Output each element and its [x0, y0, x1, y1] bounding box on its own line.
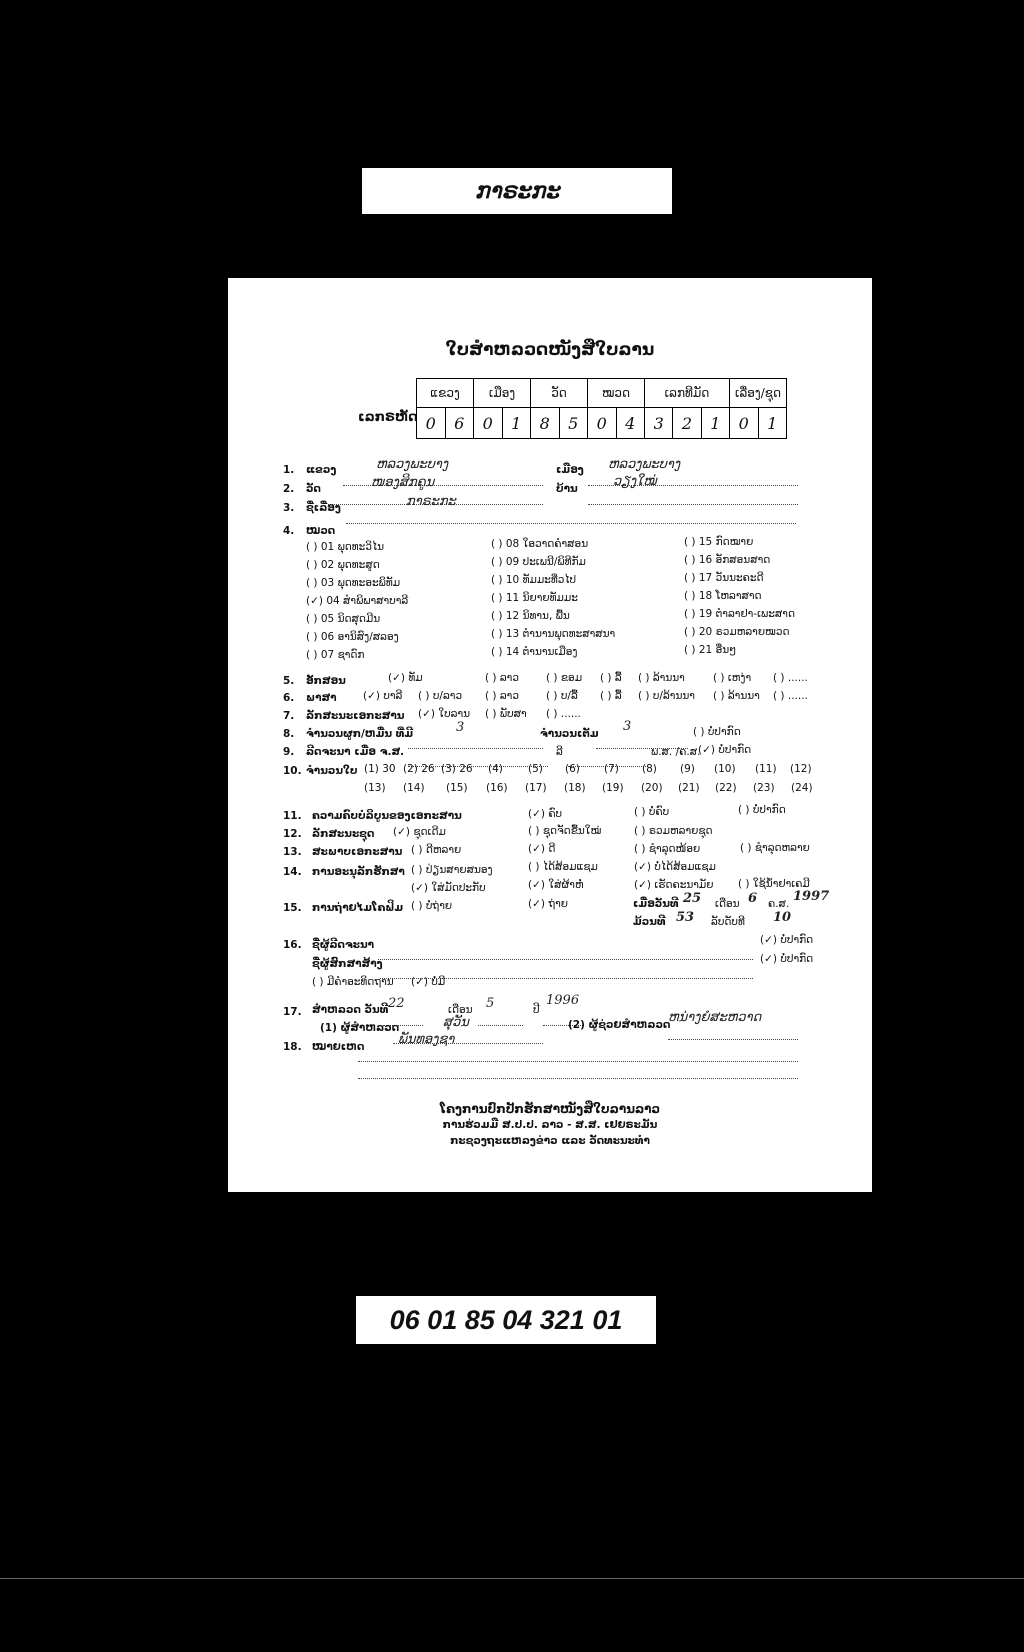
not-visible-option[interactable]: (✓) ບໍ່ປາກົດ: [698, 744, 752, 756]
full-count-value: 3: [623, 719, 632, 734]
survey-day: 22: [388, 996, 405, 1011]
ref-digit: 0: [588, 408, 617, 439]
category-option[interactable]: ( ) 07 ຊາດົກ: [306, 649, 365, 661]
language-option[interactable]: ( ) ລ້ານນາ: [713, 690, 760, 702]
reference-code-label: ເລກຣຫັດ: [358, 410, 418, 425]
category-option[interactable]: ( ) 06 ອານິສົງ/ສລອງ: [306, 631, 399, 643]
leaf-count-label: ຈຳນວນໃບ: [306, 765, 358, 777]
title-label: ຊື່ເລື່ອງ: [306, 502, 341, 514]
not-visible-option[interactable]: (✓) ບໍ່ປາກົດ: [760, 934, 814, 946]
category-option[interactable]: ( ) 05 ນິດສຸດມີນ: [306, 613, 381, 625]
field-number: 15.: [283, 902, 302, 914]
ref-digit: 1: [502, 408, 531, 439]
inscription-date-label: ລີດຈະນາ ເມື່ອ ຈ.ສ.: [306, 746, 405, 758]
microfilm-frame-label: ລັບດັບທີ: [711, 916, 745, 928]
condition-option[interactable]: (✓) ດີ: [528, 843, 556, 855]
category-option[interactable]: ( ) 14 ຕຳນານເມືອງ: [491, 646, 578, 658]
footer-cooperation: ການຮ່ວມມື ສ.ປ.ປ. ລາວ - ສ.ສ. ເຢຍຣະມັນ: [442, 1119, 658, 1131]
district-value: ຫລວງພະບາງ: [608, 457, 681, 472]
leaf-count-item: (8): [642, 763, 657, 775]
microfilm-option[interactable]: ( ) ບໍ່ຖ່າຍ: [411, 900, 453, 912]
set-type-option[interactable]: (✓) ຊຸດເດີມ: [393, 826, 446, 838]
microfilm-roll-label: ມ້ວນທີ: [633, 916, 666, 928]
material-label: ລັກສະນະເອກະສານ: [306, 710, 405, 722]
leaf-count-item: (1) 30: [364, 763, 396, 775]
field-number: 18.: [283, 1041, 302, 1053]
ref-header-district: ເມືອງ: [474, 379, 531, 408]
fascicle-count-value: 3: [456, 720, 465, 735]
field-number: 16.: [283, 939, 302, 951]
microfilm-year: 1997: [793, 889, 830, 904]
script-option[interactable]: ( ) ລື້: [600, 672, 622, 684]
category-option[interactable]: ( ) 20 ຣວມຫລາຍໝວດ: [684, 626, 790, 638]
ref-digit: 8: [531, 408, 560, 439]
dotted-line: [588, 494, 798, 505]
not-visible-option[interactable]: (✓) ບໍ່ປາກົດ: [760, 953, 814, 965]
language-option[interactable]: ( ) ບ/ລາວ: [418, 690, 463, 702]
dotted-line: [478, 1015, 523, 1026]
language-option[interactable]: ( ) ......: [773, 690, 808, 702]
field-number: 10.: [283, 765, 302, 777]
category-option[interactable]: ( ) 13 ຕຳນານພຸດທະສາສນາ: [491, 628, 616, 640]
field-number: 14.: [283, 866, 302, 878]
leaf-count-item: (12): [790, 763, 812, 775]
reference-header-row: [417, 379, 787, 408]
dedication-option[interactable]: (✓) ບໍ່ມີ: [411, 976, 446, 988]
leaf-count-item: (2) 26: [403, 763, 435, 775]
conservation-label: ການອະນຸລັກຮັກສາ: [312, 866, 405, 878]
fascicle-count-label: ຈຳນວນຜູກ/ຫມື່ນ ທີ່ມີ: [306, 728, 414, 740]
ref-header-monastery: ວັດ: [531, 379, 588, 408]
microfilm-option[interactable]: (✓) ຖ່າຍ: [528, 898, 568, 910]
conservation-option[interactable]: ( ) ໃຊ້ນ້ຳຢາເຄມີ: [738, 878, 810, 890]
category-label: ໝວດ: [306, 525, 336, 537]
set-type-option[interactable]: ( ) ຣວມຫລາຍຊຸດ: [634, 825, 713, 837]
survey-year-label: ປີ: [533, 1004, 540, 1016]
condition-option[interactable]: ( ) ຊຳລຸດຫລາຍ: [740, 842, 810, 854]
dotted-line: [378, 949, 753, 960]
dedication-option[interactable]: ( ) ມີຄຳອະທິດຖານ: [312, 976, 394, 988]
ref-digit: 4: [616, 408, 645, 439]
category-option[interactable]: ( ) 08 ໃອວາດຄຳສອນ: [491, 538, 589, 550]
era-label: ພ.ສ. /ຄ.ສ.: [651, 746, 701, 758]
ref-header-province: ແຂວງ: [417, 379, 474, 408]
field-number: 17.: [283, 1006, 302, 1018]
microfilm-frame: 10: [773, 910, 792, 925]
field-number: 4.: [283, 525, 295, 537]
field-number: 6.: [283, 692, 295, 704]
field-number: 11.: [283, 810, 302, 822]
province-label: ແຂວງ: [306, 464, 337, 476]
condition-option[interactable]: ( ) ຊຳລຸດໜ້ອຍ: [634, 843, 701, 855]
leaf-count-item: (23): [753, 782, 775, 794]
category-option[interactable]: ( ) 02 ພຸດທະສູດ: [306, 559, 380, 571]
ref-digit: 0: [474, 408, 503, 439]
surveyor-value: ສຸວັນ: [443, 1015, 469, 1030]
leaf-count-item: (6): [565, 763, 580, 775]
not-visible-option[interactable]: ( ) ບໍ່ປາກົດ: [693, 726, 741, 738]
leaf-count-item: (3) 26: [441, 763, 473, 775]
dotted-line: [408, 738, 543, 749]
title-value: ກາຣະກະ: [406, 494, 456, 509]
conservation-option[interactable]: (✓) ໃສ່ມັດປະກັບ: [411, 882, 486, 894]
survey-year: 1996: [546, 993, 580, 1008]
field-number: 13.: [283, 846, 302, 858]
year-cycle-label: ລີ: [556, 746, 563, 758]
category-option[interactable]: (✓) 04 ສຳພິພາສາບາລີ: [306, 595, 409, 607]
leaf-count-item: (22): [715, 782, 737, 794]
ref-digit: 3: [645, 408, 673, 439]
leaf-count-item: (16): [486, 782, 508, 794]
language-label: ພາສາ: [306, 692, 337, 704]
sponsor-label: ຊື່ຜູ້ສົກສາສ້າງ: [312, 958, 383, 970]
field-number: 8.: [283, 728, 295, 740]
language-option[interactable]: ( ) ບ/ລ້ານນາ: [638, 690, 695, 702]
survey-month-label: ເດືອນ: [448, 1004, 473, 1016]
field-number: 9.: [283, 746, 295, 758]
leaf-count-item: (11): [755, 763, 777, 775]
completeness-label: ຄວາມຄົບບໍລິບູນຂອງເອກະສານ: [312, 810, 462, 822]
village-label: ບ້ານ: [556, 483, 578, 495]
microfilm-label: ການຖ່າຍໄມໂຄຟິມ: [312, 902, 404, 914]
ref-header-category: ໝວດ: [588, 379, 645, 408]
leaf-count-item: (21): [678, 782, 700, 794]
ref-digit: 1: [701, 408, 729, 439]
leaf-count-item: (15): [446, 782, 468, 794]
category-option[interactable]: ( ) 09 ປະເພນີ/ພິທີກັມ: [491, 556, 586, 568]
surveyor-label: (1) ຜູ້ສຳຫລວດ: [320, 1022, 400, 1034]
script-label: ອັກສອນ: [306, 675, 346, 687]
script-option[interactable]: ( ) ລ້ານນາ: [638, 672, 685, 684]
leaf-count-item: (9): [680, 763, 695, 775]
leaf-count-item: (4): [488, 763, 503, 775]
completeness-option[interactable]: ( ) ບໍ່ປາກົດ: [738, 804, 786, 816]
dotted-line: [358, 1051, 798, 1062]
material-option[interactable]: ( ) ພັບສາ: [485, 708, 527, 720]
footer-ministry: ກະຊວງຖະແຫລງຂ່າວ ແລະ ວັດທະນະທຳ: [450, 1135, 650, 1147]
remarks-label: ໝາຍເຫດ: [312, 1041, 365, 1053]
full-count-label: ຈຳນວນເຕັມ: [540, 728, 599, 740]
survey-month: 5: [486, 996, 495, 1011]
conservation-option[interactable]: ( ) ປ່ຽນສາຍສນອງ: [411, 864, 493, 876]
microfilm-month: 6: [748, 891, 758, 906]
category-option[interactable]: ( ) 17 ວັນນະຄະດີ: [684, 572, 764, 584]
script-option[interactable]: ( ) ......: [773, 672, 808, 684]
microfilm-day: 25: [683, 891, 702, 906]
language-option[interactable]: ( ) ບ/ລື້: [546, 690, 578, 702]
leaf-count-item: (17): [525, 782, 547, 794]
province-value: ຫລວງພະບາງ: [376, 457, 449, 472]
set-type-option[interactable]: ( ) ຊຸດຈັດຂື້ນໃໝ່: [528, 825, 602, 837]
assistant-surveyor-label: (2) ຜູ້ຊ່ວຍສຳຫລວດ: [568, 1019, 671, 1031]
language-option[interactable]: ( ) ລື້: [600, 690, 622, 702]
ref-digit: 1: [758, 408, 787, 439]
material-option[interactable]: ( ) ......: [546, 708, 581, 720]
material-option[interactable]: (✓) ໃບລານ: [418, 708, 471, 720]
monastery-label: ວັດ: [306, 483, 321, 495]
microfilm-roll: 53: [676, 910, 695, 925]
survey-date-label: ສຳຫລວດ ວັນທີ: [312, 1004, 389, 1016]
microfilm-month-label: ເດືອນ: [715, 898, 740, 910]
category-option[interactable]: ( ) 16 ອັກສອນສາດ: [684, 554, 771, 566]
assistant-surveyor-value: ຫນ່າງຍໍສະຫວາດ: [668, 1010, 762, 1025]
leaf-count-item: (18): [564, 782, 586, 794]
leaf-count-item: (20): [641, 782, 663, 794]
category-option[interactable]: ( ) 10 ທັມມະທີ່ວໄປ: [491, 574, 577, 586]
leaf-count-item: (24): [791, 782, 813, 794]
microfilm-year-label: ຄ.ສ.: [768, 898, 790, 910]
category-option[interactable]: ( ) 15 ກົດໝາຍ: [684, 536, 754, 548]
leaf-count-item: (14): [403, 782, 425, 794]
monastery-value: ໜອງສິກຄູນ: [371, 475, 435, 490]
remarks-value: ພັນທອງຊາ: [398, 1032, 455, 1047]
condition-option[interactable]: ( ) ດີຫລາຍ: [411, 844, 462, 856]
language-option[interactable]: ( ) ລາວ: [485, 690, 519, 702]
field-number: 1.: [283, 464, 295, 476]
leaf-count-item: (5): [528, 763, 543, 775]
conservation-option[interactable]: (✓) ເຮັດຄະນາມັຍ: [634, 879, 714, 891]
category-option[interactable]: ( ) 12 ນິທານ, ພື້ນ: [491, 610, 570, 622]
ref-digit: 6: [445, 408, 474, 439]
script-option[interactable]: ( ) ເຫງ່າ: [713, 672, 752, 684]
script-option[interactable]: ( ) ຂອມ: [546, 672, 583, 684]
ref-digit: 0: [730, 408, 759, 439]
scan-edge-line: [0, 1578, 1024, 1579]
category-option[interactable]: ( ) 03 ພຸດທະອະພິທັມ: [306, 577, 401, 589]
category-option[interactable]: ( ) 01 ພຸດທະວິໄນ: [306, 541, 385, 553]
completeness-option[interactable]: (✓) ຄົບ: [528, 808, 563, 820]
microfilm-date-label: ເມື່ອວັນທີ: [633, 898, 679, 910]
ref-digit: 5: [559, 408, 588, 439]
ref-header-title-set: ເລື່ອງ/ຊຸດ: [730, 379, 787, 408]
category-option[interactable]: ( ) 18 ໂຫລາສາດ: [684, 590, 762, 602]
dotted-line: [668, 1029, 798, 1040]
document-title-label: ກາຣະກະ: [362, 168, 672, 214]
script-option[interactable]: ( ) ລາວ: [485, 672, 519, 684]
field-number: 3.: [283, 502, 295, 514]
leaf-count-item: (13): [364, 782, 386, 794]
ref-digit: 2: [673, 408, 701, 439]
leaf-count-item: (19): [602, 782, 624, 794]
ref-digit: 0: [417, 408, 446, 439]
field-number: 2.: [283, 483, 295, 495]
category-option[interactable]: ( ) 11 ນິຍາຍທັມມະ: [491, 592, 578, 604]
dotted-line: [346, 513, 796, 524]
reference-digit-row: [417, 408, 787, 439]
form-title: ໃບສຳຫລວດໜັງສືໃບລານ: [445, 340, 655, 360]
reference-code-caption: 06 01 85 04 321 01: [356, 1296, 656, 1344]
set-type-label: ລັກສະນະຊຸດ: [312, 828, 375, 840]
completeness-option[interactable]: ( ) ບໍ່ຄົບ: [634, 806, 670, 818]
field-number: 12.: [283, 828, 302, 840]
language-option[interactable]: (✓) ບາລີ: [363, 690, 403, 702]
condition-label: ສະພາບເອກະສານ: [312, 846, 403, 858]
dotted-line: [358, 1068, 798, 1079]
leaf-count-item: (10): [714, 763, 736, 775]
leaf-count-item: (7): [604, 763, 619, 775]
field-number: 5.: [283, 675, 295, 687]
category-option[interactable]: ( ) 21 ອື່ນໆ: [684, 644, 737, 656]
field-number: 7.: [283, 710, 295, 722]
district-label: ເມືອງ: [556, 464, 584, 476]
conservation-option[interactable]: (✓) ໃສ່ຜ້າຫໍ່: [528, 879, 584, 891]
ref-header-bundle-number: ເລກທີມັດ: [645, 379, 730, 408]
script-option[interactable]: (✓) ທັມ: [388, 672, 423, 684]
village-value: ວຽງໃໝ່: [613, 474, 657, 489]
reference-code-table: [416, 378, 787, 439]
conservation-option[interactable]: ( ) ໄດ້ສ້ອມແຊມ: [528, 861, 598, 873]
author-label: ຊື່ຜູ້ລີດຈະນາ: [312, 939, 375, 951]
conservation-option[interactable]: (✓) ບໍ່ໄດ້ສ້ອມແຊມ: [634, 861, 716, 873]
footer-project-name: ໂຄງການປົກປັກຮັກສາໜັງສືໃບລານລາວ: [439, 1102, 661, 1116]
survey-form-sheet: [228, 278, 872, 1192]
category-option[interactable]: ( ) 19 ຕຳລາຢາ-ເພະສາດ: [684, 608, 795, 620]
